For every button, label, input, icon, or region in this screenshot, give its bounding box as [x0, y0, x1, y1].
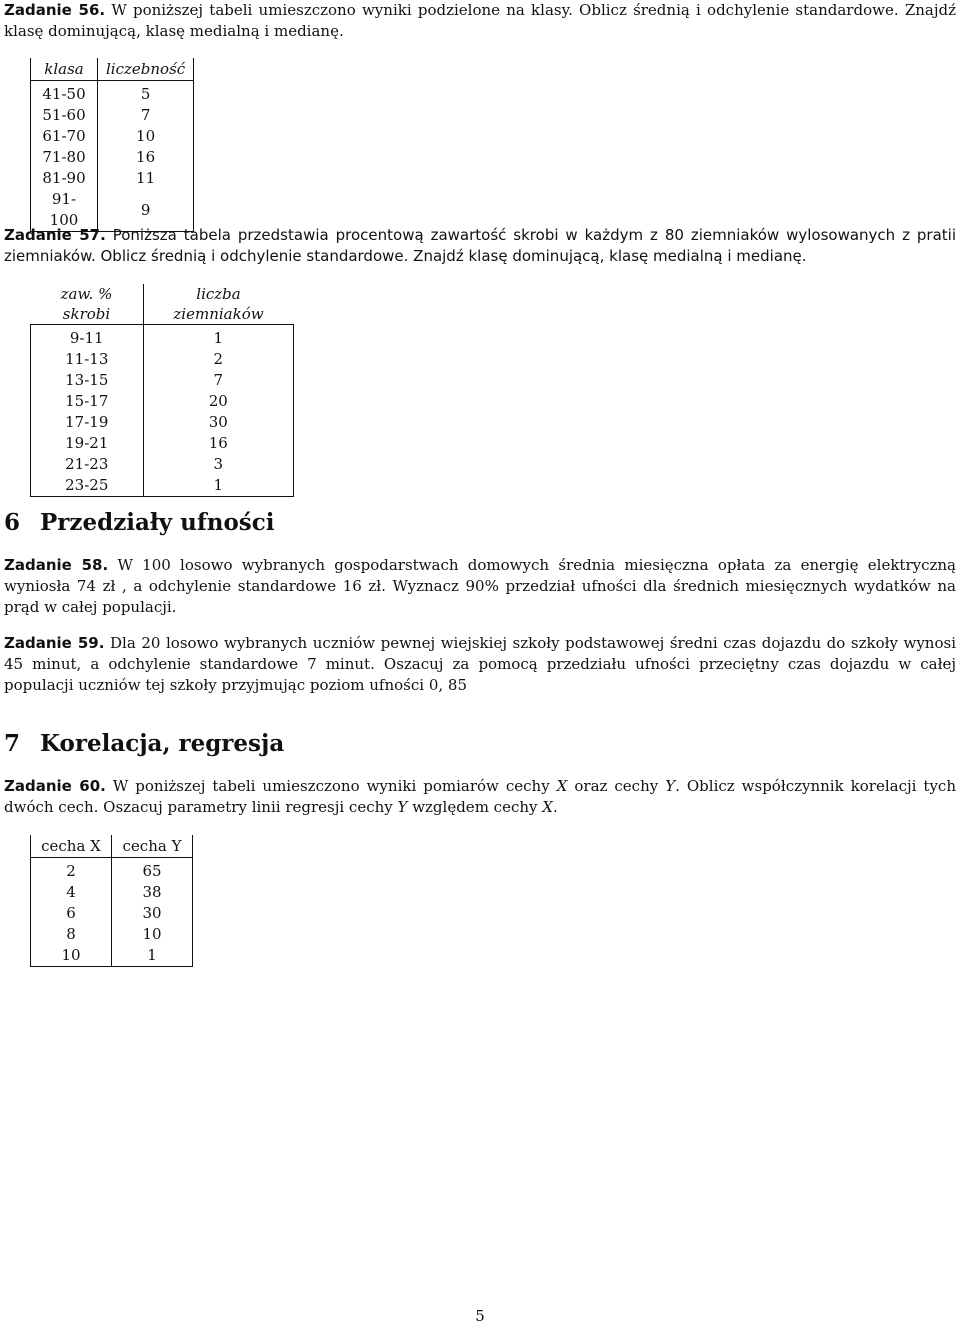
table-cell: 1: [143, 325, 294, 350]
section-6-heading: [4, 508, 274, 538]
table-row: [31, 858, 193, 883]
table-row: [31, 349, 294, 370]
table-60-header: cecha X: [31, 835, 112, 858]
section-7-title: Korelacja, regresja: [40, 730, 285, 757]
exercise-57: [4, 225, 956, 267]
exercise-59-label: Zadanie 59.: [4, 634, 105, 652]
exercise-59-body: Dla 20 losowo wybranych uczniów pewnej wiejskiej szkoły podstawowej średni czas dojazdu do szkoły wynosi 45 minut, a odchylenie standardowe 7 minut. Oszacuj za pomocą przedziału ufności przeciętny czas dojazdu w całej populacji uczniów tej szkoły przyjmując poziom ufności 0, 85: [4, 634, 956, 694]
table-cell: 23-25: [31, 475, 144, 497]
table-56: [30, 58, 194, 232]
table-57-header: zaw. % skrobi: [31, 284, 144, 325]
exercise-60-body: .: [552, 798, 558, 816]
table-cell: 1: [112, 945, 193, 967]
exercise-60-text: [4, 776, 956, 818]
table-cell: 16: [143, 433, 294, 454]
table-row: [31, 147, 194, 168]
table-57: [30, 284, 294, 497]
exercise-60-body: . Oblicz współczynnik korelacji tych dwóch cech. Oszacuj parametry linii regresji cechy: [4, 777, 956, 816]
section-6-number: 6: [4, 509, 21, 536]
table-row: [31, 433, 294, 454]
table-row: [31, 391, 294, 412]
page-number: 5: [475, 1307, 485, 1325]
section-7-number: 7: [4, 730, 21, 757]
table-cell: 30: [143, 412, 294, 433]
table-cell: 7: [98, 105, 194, 126]
table-cell: 13-15: [31, 370, 144, 391]
table-row: [31, 945, 193, 967]
exercise-59-text: [4, 633, 956, 696]
table-row: [31, 126, 194, 147]
table-60: [30, 835, 193, 967]
table-row: [31, 325, 294, 350]
table-cell: 10: [112, 924, 193, 945]
table-cell: 20: [143, 391, 294, 412]
exercise-60-body: względem cechy: [407, 798, 543, 816]
table-cell: 2: [31, 858, 112, 883]
exercise-60: [4, 776, 956, 818]
table-cell: 6: [31, 903, 112, 924]
exercise-56: [4, 0, 956, 42]
table-row: [31, 903, 193, 924]
table-cell: 71-80: [31, 147, 98, 168]
table-cell: 30: [112, 903, 193, 924]
table-cell: 5: [98, 81, 194, 106]
table-cell: 3: [143, 454, 294, 475]
table-cell: 91-100: [31, 189, 98, 232]
table-cell: 21-23: [31, 454, 144, 475]
exercise-57-label: Zadanie 57.: [4, 226, 106, 244]
exercise-58-label: Zadanie 58.: [4, 556, 109, 574]
exercise-56-body: W poniższej tabeli umieszczono wyniki podzielone na klasy. Oblicz średnią i odchylenie standardowe. Znajdź klasę dominującą, klasę medialną i medianę.: [4, 1, 956, 40]
table-cell: 61-70: [31, 126, 98, 147]
table-row: [31, 412, 294, 433]
exercise-58-text: [4, 555, 956, 618]
table-57-header: liczba ziemniaków: [143, 284, 294, 325]
table-cell: 17-19: [31, 412, 144, 433]
table-56-header: liczebność: [98, 58, 194, 81]
exercise-58: [4, 555, 956, 618]
exercise-60-body: oraz cechy: [567, 777, 666, 795]
exercise-59: [4, 633, 956, 696]
table-cell: 15-17: [31, 391, 144, 412]
table-cell: 2: [143, 349, 294, 370]
exercise-57-text: [4, 225, 956, 267]
table-cell: 11-13: [31, 349, 144, 370]
table-row: [31, 370, 294, 391]
table-row: [31, 454, 294, 475]
table-cell: 19-21: [31, 433, 144, 454]
table-cell: 9-11: [31, 325, 144, 350]
table-cell: 16: [98, 147, 194, 168]
variable-y: Y: [397, 798, 408, 816]
section-6-title: Przedziały ufności: [40, 509, 275, 536]
variable-x: X: [556, 777, 568, 795]
table-row: [31, 882, 193, 903]
exercise-57-body: Poniższa tabela przedstawia procentową zawartość skrobi w każdym z 80 ziemniaków wylosowanych z pratii ziemniaków. Oblicz średnią i odchylenie standardowe. Znajdź klasę dominującą, klasę medialną i medianę.: [4, 226, 956, 265]
variable-x: X: [542, 798, 553, 816]
exercise-60-label: Zadanie 60.: [4, 777, 106, 795]
table-cell: 8: [31, 924, 112, 945]
table-row: [31, 475, 294, 497]
exercise-60-body: W poniższej tabeli umieszczono wyniki pomiarów cechy: [105, 777, 557, 795]
section-7-heading: [4, 729, 284, 759]
exercise-56-text: [4, 0, 956, 42]
variable-y: Y: [665, 777, 676, 795]
table-cell: 9: [98, 189, 194, 232]
exercise-58-body: W 100 losowo wybranych gospodarstwach domowych średnia miesięczna opłata za energię elektryczną wyniosła 74 zł , a odchylenie standardowe 16 zł. Wyznacz 90% przedział ufności dla średnich miesięcznych wydatków na prąd w całej populacji.: [4, 556, 956, 616]
table-cell: 4: [31, 882, 112, 903]
table-cell: 10: [98, 126, 194, 147]
table-row: [31, 168, 194, 189]
table-60-header: cecha Y: [112, 835, 193, 858]
table-56-header: klasa: [31, 58, 98, 81]
table-cell: 1: [143, 475, 294, 497]
table-cell: 38: [112, 882, 193, 903]
table-cell: 81-90: [31, 168, 98, 189]
exercise-56-label: Zadanie 56.: [4, 1, 106, 19]
table-row: [31, 105, 194, 126]
table-cell: 10: [31, 945, 112, 967]
table-cell: 41-50: [31, 81, 98, 106]
table-row: [31, 81, 194, 106]
table-cell: 7: [143, 370, 294, 391]
table-cell: 11: [98, 168, 194, 189]
table-cell: 65: [112, 858, 193, 883]
table-row: [31, 924, 193, 945]
table-cell: 51-60: [31, 105, 98, 126]
